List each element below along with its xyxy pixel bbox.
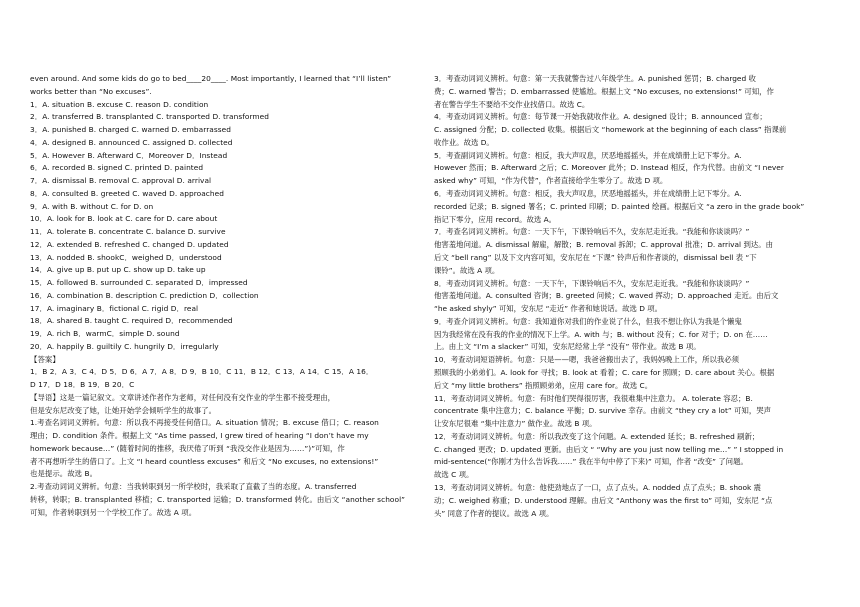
left-column-line: 17．A. imaginary B．fictional C. rigid D．real — [30, 303, 199, 313]
right-column — [434, 73, 830, 520]
right-column-line: 照顾我的小弟弟们。A. look for 寻找；B. look at 看着；C. care for 照顾；D. care about 关心。根据 — [434, 367, 775, 377]
right-column-line: 指记下零分，应用 record。故选 A。 — [434, 214, 557, 224]
right-column-line: 后文 “bell rang” 以及下文内容可知，安东尼在 “下课” 铃声后和作者谈的，dismissal bell 表 “下 — [434, 252, 757, 262]
right-column-line: C. changed 更改；D. updated 更新。由后文 “ “Why are you just now telling me…” ” I stopped in — [434, 444, 784, 454]
right-column-line: 8．考查动词词义辨析。句意：一天下午，下课铃响后不久，安东尼走近我。“我能和你谈谈吗？” — [434, 278, 750, 288]
left-column-line: 9．A. with B. without C. for D. on — [30, 201, 154, 211]
right-column-line: 让安东尼很难 “集中注意力” 做作业。故选 B 项。 — [434, 419, 597, 429]
left-column-line: 1.考查名词词义辨析。句意：所以我不再接受任何借口。A. situation 情况；B. excuse 借口；C. reason — [30, 418, 379, 428]
left-column-line: 15．A. followed B. surrounded C. separated D．impressed — [30, 278, 248, 287]
right-column-line: 11．考查动词词义辨析。句意：有时他们哭得很厉害，我很难集中注意力。 A. tolerate 容忍；B. — [434, 393, 753, 403]
right-column-line: mid-sentence(“你刚才为什么告诉我……” 我在半句中停了下来)” 可知，作者 “改变” 了问题。 — [434, 457, 748, 467]
left-column-line: 13．A. nodded B. shookC．weighed D．understood — [30, 252, 222, 262]
right-column-line: 3．考查动词词义辨析。句意：第一天我就警告过八年级学生。A. punished 惩罚；B. charged 收 — [434, 74, 756, 83]
right-column-line: 动；C. weighed 称重；D. understood 理解。由后文 “Anthony was the first to” 可知，安东尼 “点 — [434, 495, 773, 505]
left-column-line: 1．A. situation B. excuse C. reason D. condition — [30, 99, 209, 109]
left-column-line: 3．A. punished B. charged C. warned D. embarrassed — [30, 125, 232, 134]
right-column-line: C. assigned 分配；D. collected 收集。根据后文 “homework at the beginning of each class” 指课前 — [434, 125, 787, 135]
right-column-line: “he asked shyly” 可知，安东尼 “走近” 作者和她说话。故选 D 项。 — [434, 304, 663, 314]
left-column-line: 12．A. extended B. refreshed C. changed D. updated — [30, 239, 229, 249]
right-column-line: 13．考查动词词义辨析。句意：他使劲地点了一口，点了点头。A. nodded 点了点头；B. shook 震 — [434, 483, 762, 492]
left-column-line: 18．A. shared B. taught C. required D．recommended — [30, 316, 233, 326]
left-column-line: 7．A. dismissal B. removal C. approval D. arrival — [30, 176, 212, 185]
left-column-line: 11．A. tolerate B. concentrate C. balance D. survive — [30, 227, 226, 236]
left-column-line: 10．A. look for B. look at C. care for D. care about — [30, 214, 218, 224]
right-column-line: 7．考查名词词义辨析。句意：一天下午，下课铃响后不久，安东尼走近我。“我能和你谈谈吗？” — [434, 227, 750, 237]
left-column-line: 8．A. consulted B. greeted C. waved D. approached — [30, 188, 224, 198]
left-column-line: 理由；D. condition 条件。根据上文 “As time passed, I grew tired of hearing “I don’t have my — [30, 431, 369, 440]
right-column-line: 10．考查动词短语辨析。句意：只是——嗯，我爸爸搬出去了，我妈妈晚上工作，所以我必须 — [434, 355, 740, 365]
left-column-line: 14．A. give up B. put up C. show up D. take up — [30, 265, 206, 275]
right-column-line: 头” 同意了作者的提议。故选 A 项。 — [434, 508, 554, 518]
right-column-line: 者在警告学生不要给不交作业找借口。故选 C。 — [434, 99, 590, 109]
left-column-line: 1．B 2．A 3．C 4．D 5．D 6．A 7．A 8．D 9．B 10．C 11．B 12．C 13．A 14．C 15．A 16． — [30, 367, 374, 377]
right-column-line: concentrate 集中注意力；C. balance 平衡；D. survive 幸存。由前文 “they cry a lot” 可知，哭声 — [434, 406, 771, 416]
left-column-line: 但是安东尼改变了她，让她开始学会倾听学生的故事了。 — [30, 405, 217, 415]
right-column-line: 故选 C 项。 — [434, 470, 474, 480]
right-column-line: 后文 “my little brothers” 指照顾弟弟，应用 care for。故选 C。 — [434, 380, 653, 390]
left-column-line: 可知，作者转职到另一个学校工作了。故选 A 项。 — [30, 507, 197, 517]
left-column-line: 16．A. combination B. description C. prediction D．collection — [30, 290, 259, 300]
left-column-line: 2.考查动词词义辨析。句意：当我转职到另一所学校时，我采取了直截了当的态度。A. transferred — [30, 482, 357, 491]
right-column-line: 收作业。故选 D。 — [434, 137, 494, 147]
left-column-line: 6．A. recorded B. signed C. printed D. painted — [30, 163, 204, 173]
right-column-line: 上。由上文 “I’m a slacker” 可知，安东尼经常上学 “没有” 带作业。故选 B 项。 — [434, 342, 701, 352]
left-column-line: 5．A. However B. Afterward C．Moreover D．Instead — [30, 150, 228, 160]
right-column-line: However 然而；B. Afterward 之后；C. Moreover 此外；D. Instead 相反，作为代替。由前文 “I never — [434, 163, 784, 173]
right-column-line: 他害羞地问道。A. consulted 咨询；B. greeted 问候；C. waved 挥动；D. approached 走近。由后文 — [434, 291, 779, 301]
left-column — [30, 73, 426, 519]
right-column-line: asked why” 可知，“作为代替”，作者直接给学生零分了。故选 D 项。 — [434, 176, 668, 186]
left-column-line: 转移，转职；B. transplanted 移植；C. transported 运输；D. transformed 转化。由后文 “another school” — [30, 494, 406, 504]
left-column-line: 19．A. rich B．warmC．simple D. sound — [30, 329, 180, 338]
right-column-line: 他害羞地问道。A. dismissal 解雇，解散；B. removal 拆卸；C. approval 批准；D. arrival 到达。由 — [434, 240, 774, 250]
left-column-line: D 17．D 18．B 19．B 20．C — [30, 380, 135, 389]
left-column-line: 【答案】 — [30, 354, 60, 364]
left-column-line: homework because…” (随着时间的推移，我厌倦了听到 “我没交作业是因为……”)”可知，作 — [30, 443, 345, 453]
right-column-line: 9．考查介词词义辨析。句意：我知道你对我们的作业说了什么，但我不想让你认为我是个懒鬼 — [434, 316, 742, 326]
left-column-line: 者不再想听学生的借口了。上文 “I heard countless excuses” 和后文 “No excuses, no extensions!” — [30, 456, 379, 466]
right-column-line: 12．考查动词词义辨析。句意：所以我改变了这个问题。A. extended 延长；B. refreshed 刷新； — [434, 431, 760, 441]
right-column-line: recorded 记录；B. signed 署名；C. printed 印刷；D. painted 绘画。根据后文 “a zero in the grade book” — [434, 201, 805, 211]
right-column-line: 费；C. warned 警告；D. embarrassed 使尴尬。根据上文 “No excuses, no extensions!” 可知，作 — [434, 86, 774, 96]
left-column-line: works better than “No excuses”. — [30, 86, 152, 96]
left-column-line: 4．A. designed B. announced C. assigned D. collected — [30, 137, 233, 147]
right-column-line: 因为我经常在没有我的作业的情况下上学。A. with 与；B. without 没有；C. for 对于；D. on 在…… — [434, 329, 768, 339]
right-column-line: 5．考查副词词义辨析。句意：相反，我大声叹息，厌恶地摇摇头，并在成绩册上记下零分。A. — [434, 150, 742, 160]
right-column-line: 6．考查动词词义辨析。句意：相反，我大声叹息，厌恶地摇摇头，并在成绩册上记下零分。A. — [434, 189, 742, 199]
left-column-line: even around. And some kids do go to bed____20____. Most importantly, I learned that “I’ll listen” — [30, 74, 392, 83]
right-column-line: 4．考查动词词义辨析。句意：每节课一开始我就收作业。A. designed 设计；B. announced 宣布； — [434, 112, 767, 122]
left-column-line: 2．A. transferred B. transplanted C. transported D. transformed — [30, 112, 270, 122]
left-column-line: 【导语】这是一篇记叙文。文章讲述作者作为老师，对任何没有交作业的学生都不接受理由， — [30, 392, 336, 402]
left-column-line: 也是提示。故选 B。 — [30, 469, 98, 479]
left-column-line: 20．A. happily B. guiltily C. hungrily D．irregularly — [30, 341, 219, 351]
right-column-line: 课铃”。故选 A 项。 — [434, 265, 500, 275]
